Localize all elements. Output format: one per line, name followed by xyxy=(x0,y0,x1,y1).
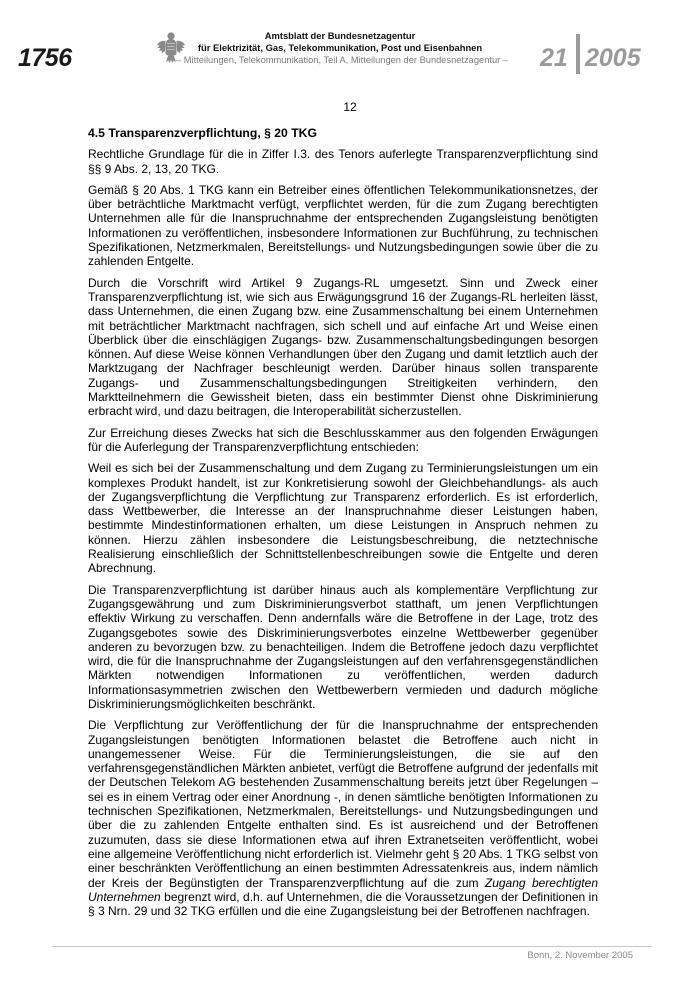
issue-divider xyxy=(576,34,580,74)
footer-date: Bonn, 2. November 2005 xyxy=(527,950,633,961)
page-number: 1756 xyxy=(18,44,72,72)
document-body xyxy=(88,126,598,925)
paragraph-7-italic: Zugang berechtigten Unternehmen xyxy=(88,875,598,904)
header-title-line2: für Elektrizität, Gas, Telekommunikation, Post und Eisenbahnen xyxy=(197,42,483,53)
paragraph-4: Zur Erreichung dieses Zwecks hat sich die Beschlusskammer aus den folgenden Erwägungen für die Auferlegung der Transparenzverpflichtung entschieden: xyxy=(88,425,598,454)
issue-year: 2005 xyxy=(585,44,641,72)
paragraph-7-text-b: begrenzt wird, d.h. auf Unternehmen, die die Voraussetzungen der Definitionen in § 3 Nrn. 29 und 32 TKG erfüllen und die eine Zugangsleistung bei der Betroffenen nachfragen. xyxy=(88,889,598,919)
paragraph-6: Die Transparenzverpflichtung ist darüber hinaus auch als komplementäre Verpflichtung zur Zugangsgewährung und zum Diskriminierungsverbot statthaft, um jenen Verpflichtungen effektiv Wirkung zu verschaffen. Denn andernfalls wäre die Betroffene in der Lage, trotz des Zugangsgebotes sowie des Diskriminierungsverbotes einzelne Wettbewerber gegenüber anderen zu bevorzugen bzw. zu benachteiligen. Indem die Betroffene jedoch dazu verpflichtet wird, die für die Inanspruchnahme der Zugangsleistungen auf den verfahrensgegenständlichen Märkten notwendigen Informationen zu veröffentlichen, werden dadurch Informationsasymmetrien zwischen den Wettbewerbern vermieden und dadurch mögliche Diskriminierungsmöglichkeiten beschränkt. xyxy=(88,582,598,711)
inner-page-number: 12 xyxy=(343,100,357,114)
header-title-line1: Amtsblatt der Bundesnetzagentur xyxy=(264,30,416,41)
footer-divider xyxy=(52,946,652,947)
paragraph-5: Weil es sich bei der Zusammenschaltung und dem Zugang zu Terminierungsleistungen um ein komplexes Produkt handelt, ist zur Konkretisierung sowohl der Gleichbehandlungs- als auch der Zugangsverpflichtung die Verpflichtung zur Transparenz erforderlich. Es ist erforderlich, dass Wettbewerber, die Interesse an der Inanspruchnahme dieser Leistungen haben, bestimmte Mindestinformationen erhalten, um diese Leistungen in Anspruch nehmen zu können. Hierzu zählen insbesondere die Leistungsbeschreibung, die netztechnische Realisierung einschließlich der Schnittstellenbeschreibungen sowie die Entgelte und deren Abrechnung. xyxy=(88,461,598,576)
paragraph-7-text-a: Die Verpflichtung zur Veröffentlichung der für die Inanspruchnahme der entsprechenden Zugangsleistungen benötigten Informationen belastet die Betroffene auch nicht in unangemessener Weise. Für die Terminierungsleistungen, die sie auf den verfahrensgegenständlichen Märkten anbietet, verfügt die Betroffene aufgrund der jedenfalls mit der Deutschen Telekom AG bestehenden Zusammenschaltung bereits jetzt über Regelungen – sei es in einem Vertrag oder einer Anordnung -, in denen sämtliche benötigten Informationen zu technischen Spezifikationen, Netzmerkmalen, Bereitstellungs- und Nutzungsbedingungen und über die zu zahlenden Entgelte enthalten sind. Es ist ausreichend und der Betroffenen zuzumuten, dass sie diese Informationen etwa auf ihren Extranetseiten veröffentlicht, wobei eine allgemeine Veröffentlichung nicht erforderlich ist. Vielmehr geht § 20 Abs. 1 TKG selbst von einer beschränkten Veröffentlichung an einen bestimmten Adressatenkreis aus, indem nämlich der Kreis der Begünstigten der Transparenzverpflichtung auf die zum xyxy=(88,718,598,890)
section-heading: 4.5 Transparenzverpflichtung, § 20 TKG xyxy=(88,126,317,140)
issue-number: 21 xyxy=(540,44,568,72)
paragraph-1: Rechtliche Grundlage für die in Ziffer I.3. des Tenors auferlegte Transparenzverpflichtung sind §§ 9 Abs. 2, 13, 20 TKG. xyxy=(88,147,598,176)
paragraph-3: Durch die Vorschrift wird Artikel 9 Zugangs-RL umgesetzt. Sinn und Zweck einer Transparenzverpflichtung ist, wie sich aus Erwägungsgrund 16 der Zugangs-RL herleiten lässt, dass Unternehmen, die einen Zugang bzw. eine Zusammenschaltung bei einem Unternehmen mit beträchtlicher Marktmacht nachfragen, sich schell und auf einfache Art und Weise einen Überblick über die einschlägigen Zugangs- bzw. Zusammenschaltungsbedingungen besorgen können. Auf diese Weise können Verhandlungen über den Zugang und damit letztlich auch der Marktzugang der Nachfrager beschleunigt werden. Darüber hinaus sollen transparente Zugangs- und Zusammenschaltungsbedingungen Streitigkeiten verhindern, den Marktteilnehmern die Gewissheit bieten, dass ein bestimmter Dienst ohne Diskriminierung erbracht wird, und dazu beitragen, die Interoperabilität sicherzustellen. xyxy=(88,275,598,419)
header-title xyxy=(196,30,484,54)
paragraph-2: Gemäß § 20 Abs. 1 TKG kann ein Betreiber eines öffentlichen Telekommunikationsnetzes, der über beträchtliche Marktmacht verfügt, verpflichtet werden, für die zum Zugang berechtigten Unternehmen alle für die Inanspruchnahme der entsprechenden Zugangsleistung benötigten Informationen zu veröffentlichen, insbesondere Informationen zur Buchführung, zu technischen Spezifikationen, Netzmerkmalen, Bereitstellungs- und Nutzungsbedingungen sowie über die zu zahlenden Entgelte. xyxy=(88,182,598,269)
header-subtitle: – Mitteilungen, Telekommunikation, Teil A, Mitteilungen der Bundesnetzagentur – xyxy=(176,55,508,65)
paragraph-7 xyxy=(88,718,598,918)
